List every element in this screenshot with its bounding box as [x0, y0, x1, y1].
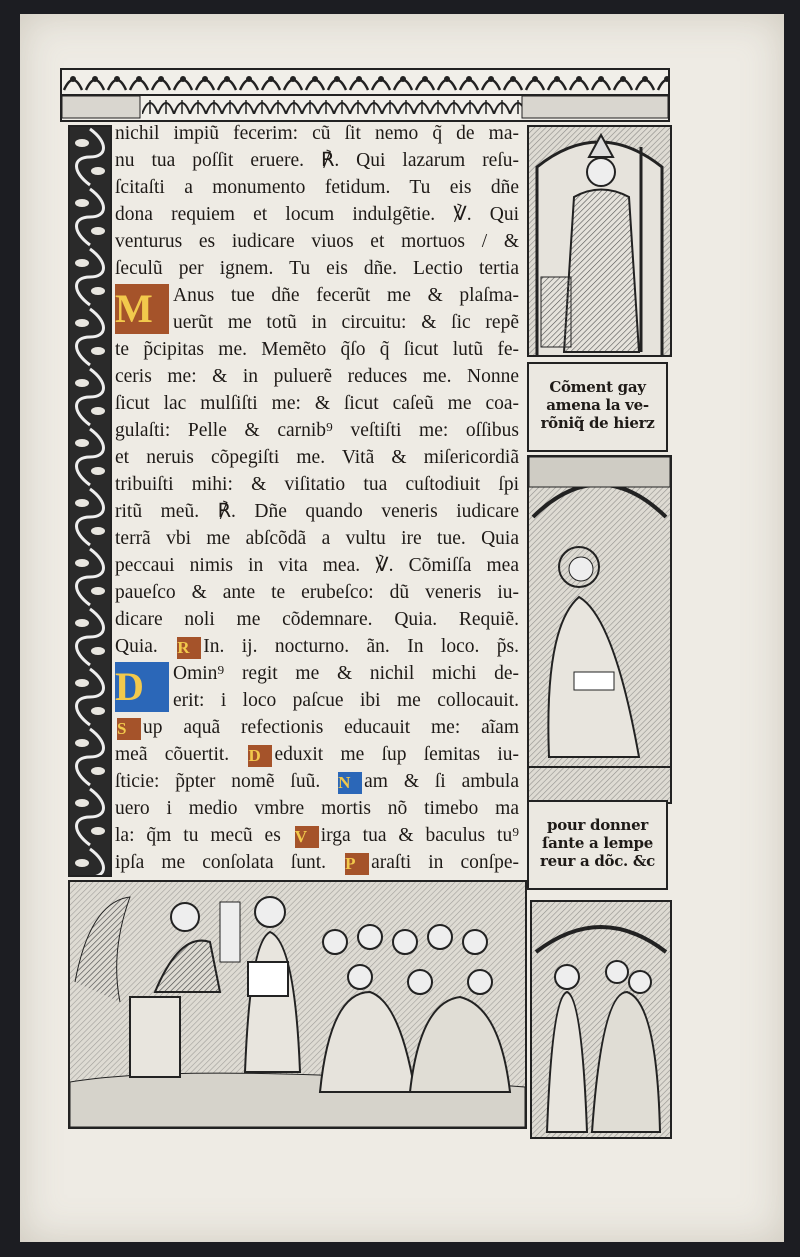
caption-emperor: [527, 800, 668, 890]
caption-line: ſante a lempe: [542, 834, 653, 852]
main-text-block: [115, 120, 519, 876]
text-segment: peccaui nimis in vita mea. ℣. Cõmiſſa mea: [115, 555, 519, 576]
caption-line: reur a dõc. &c: [540, 852, 655, 870]
text-line: [115, 201, 519, 228]
text-segment: Anus tue dñe fecerũt me & plaſma-: [173, 285, 519, 306]
caption-line: pour donner: [547, 816, 648, 834]
text-line: [115, 390, 519, 417]
illuminated-initial: D: [115, 662, 169, 712]
text-segment: am & ſi ambula: [364, 771, 519, 792]
text-line: [115, 741, 519, 768]
text-line: [115, 363, 519, 390]
text-line: [115, 228, 519, 255]
text-segment: irga tua & baculus tu⁹: [320, 825, 519, 846]
text-line: [115, 471, 519, 498]
left-floral-border: [68, 125, 112, 877]
text-line: [115, 687, 519, 714]
rubricated-initial: S: [117, 718, 141, 740]
text-segment: uerũt me totũ in circuitu: & ſic repẽ: [173, 312, 519, 333]
text-segment: ſeculũ per ignem. Tu eis dñe. Lectio tertia: [115, 258, 519, 279]
text-segment: ſcitaſti a monumento fetidum. Tu eis dñe: [115, 177, 519, 198]
text-line: [115, 255, 519, 282]
text-line: [115, 579, 519, 606]
rubricated-initial: D: [248, 745, 272, 767]
text-segment: dicare noli me cõdemnare. Quia. Requiẽ.: [115, 609, 519, 630]
text-line: [115, 309, 519, 336]
rubricated-initial: V: [295, 826, 319, 848]
text-segment: up aquã refectionis educauit me: aĩam: [143, 717, 519, 738]
text-segment: Omin⁹ regit me & nichil michi de-: [173, 663, 519, 684]
text-line: [115, 444, 519, 471]
text-segment: terrã vbi me abſcõdã a vultu ire tue. Quia: [115, 528, 519, 549]
text-segment: gulaſti: Pelle & carnib⁹ veſtiſti me: oſſibus: [115, 420, 519, 441]
text-segment: dona requiem et locum indulgẽtie. ℣. Qui: [115, 204, 519, 225]
text-segment: meã cõuertit.: [115, 744, 230, 765]
text-line: [115, 633, 519, 660]
text-segment: paueſco & ante te erubeſco: dũ veneris iu-: [115, 582, 519, 603]
text-line: [115, 795, 519, 822]
text-line: [115, 606, 519, 633]
text-segment: nu tua poſſit eruere. ℟. Qui lazarum reſu-: [115, 150, 519, 171]
text-segment: nichil impiũ fecerim: cũ ſit nemo q̃ de ma-: [115, 123, 519, 144]
text-segment: et neruis cõpegiſti me. Vitã & miſericordiã: [115, 447, 519, 468]
text-segment: ſticie: p̃pter nomẽ ſuũ.: [115, 771, 321, 792]
woodcut-bishop-saint: [527, 125, 672, 357]
woodcut-seated-figure: [527, 455, 672, 804]
rubricated-initial: P: [345, 853, 369, 875]
text-line: [115, 417, 519, 444]
text-line: [115, 498, 519, 525]
text-segment: Quia.: [115, 636, 158, 657]
text-segment: te p̃cipitas me. Memẽto q̃ſo q̃ ſicut lutũ fe-: [115, 339, 519, 360]
woodcut-veronica-scene: [68, 880, 527, 1129]
text-segment: erit: i loco paſcue ibi me collocauit.: [173, 690, 519, 711]
woodcut-group-of-figures: [530, 900, 672, 1139]
caption-line: amena la ve-: [546, 396, 649, 414]
rubricated-initial: N: [338, 772, 362, 794]
text-line: [115, 714, 519, 741]
text-segment: araſti in conſpe-: [371, 852, 519, 873]
text-segment: In. ij. nocturno. ãn. In loco. p̃s.: [203, 636, 519, 657]
text-segment: ipſa me conſolata ſunt.: [115, 852, 327, 873]
text-segment: ceris me: & in puluerẽ reduces me. Nonne: [115, 366, 519, 387]
text-segment: tribuiſti mihi: & viſitatio tua cuſtodiuit ſpi: [115, 474, 519, 495]
illuminated-initial: M: [115, 284, 169, 334]
text-segment: venturus es iudicare viuos et mortuos / &: [115, 231, 519, 252]
caption-veronica: [527, 362, 668, 452]
text-segment: ritũ meũ. ℟. Dñe quando veneris iudicare: [115, 501, 519, 522]
text-line: [115, 849, 519, 876]
text-segment: la: q̃m tu mecũ es: [115, 825, 281, 846]
text-line: [115, 552, 519, 579]
text-line: [115, 768, 519, 795]
text-segment: uero i medio vmbre mortis nõ timebo ma: [115, 798, 519, 819]
text-segment: ſicut lac mulſiſti me: & ſicut caſeũ me coa-: [115, 393, 519, 414]
text-line: [115, 822, 519, 849]
top-ornamental-border: [60, 68, 670, 122]
caption-line: Cõment gay: [549, 378, 646, 396]
rubricated-initial: R: [177, 637, 201, 659]
text-line: [115, 336, 519, 363]
caption-line: rõniq̃ de hierz: [540, 414, 655, 432]
text-line: [115, 174, 519, 201]
text-segment: eduxit me ſup ſemitas iu-: [274, 744, 520, 765]
text-line: [115, 525, 519, 552]
text-line: [115, 120, 519, 147]
text-line: [115, 147, 519, 174]
